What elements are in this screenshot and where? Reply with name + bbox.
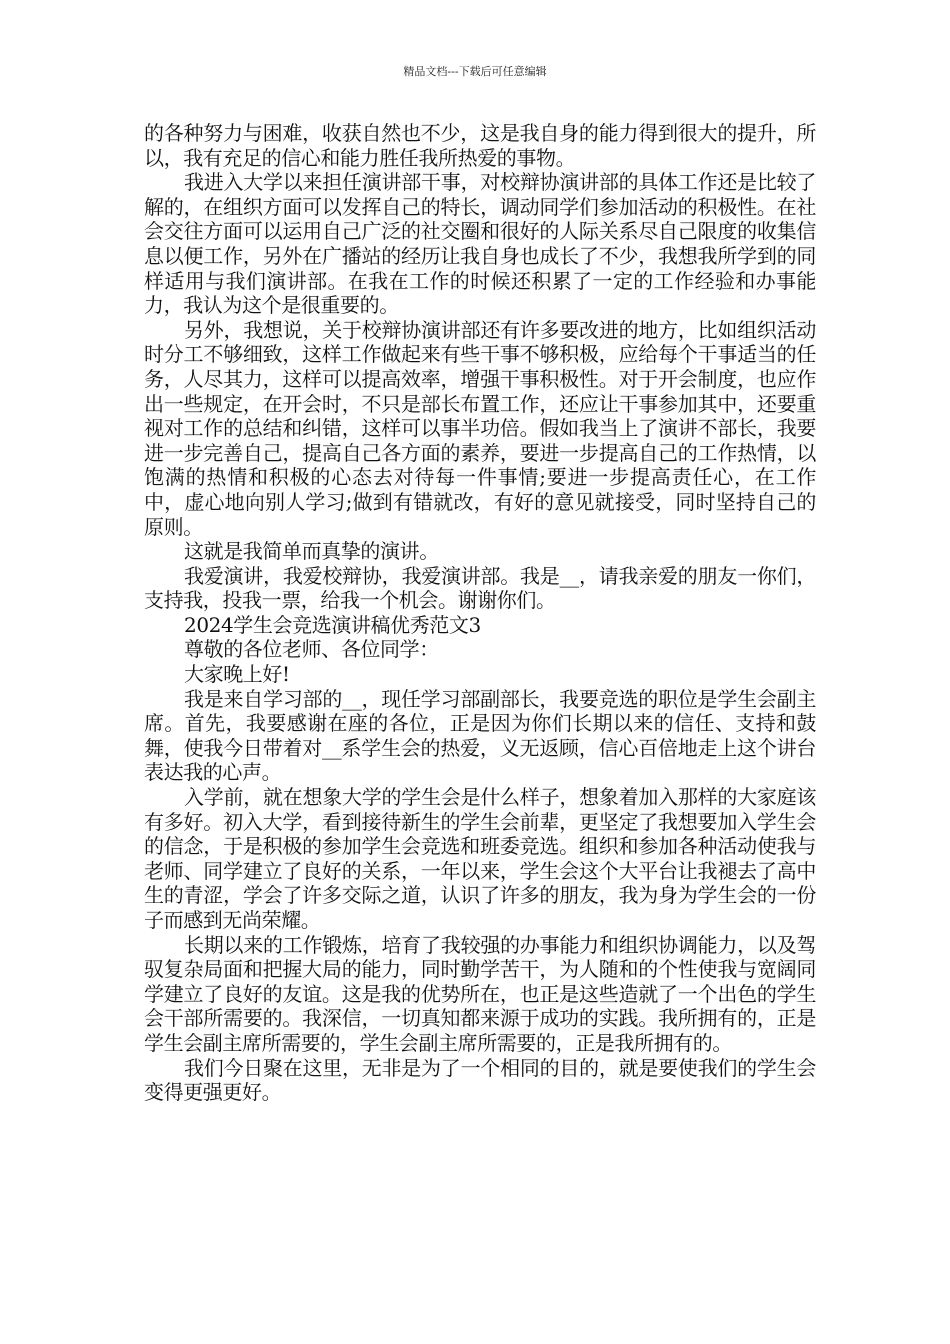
document-body — [144, 121, 816, 1105]
paragraph: 我们今日聚在这里，无非是为了一个相同的目的，就是要使我们的学生会变得更强更好。 — [144, 1055, 816, 1105]
paragraph: 我是来自学习部的__，现任学习部副部长，我要竞选的职位是学生会副主席。首先，我要感谢在座的各位，正是因为你们长期以来的信任、支持和鼓舞，使我今日带着对__系学生会的热爱，义无返顾，信心百倍地走上这个讲台表达我的心声。 — [144, 686, 816, 785]
paragraph: 我爱演讲，我爱校辩协，我爱演讲部。我是__，请我亲爱的朋友一你们，支持我，投我一票，给我一个机会。谢谢你们。 — [144, 563, 816, 613]
paragraph: 的各种努力与困难，收获自然也不少，这是我自身的能力得到很大的提升，所以，我有充足的信心和能力胜任我所热爱的事物。 — [144, 121, 816, 170]
page-header: 精品文档---下载后可任意编辑 — [403, 65, 547, 78]
section-title: 2024学生会竞选演讲稿优秀范文3 — [184, 612, 481, 637]
salutation: 尊敬的各位老师、各位同学： — [184, 637, 439, 662]
paragraph: 这就是我简单而真挚的演讲。 — [184, 539, 439, 564]
paragraph: 我进入大学以来担任演讲部干事，对校辩协演讲部的具体工作还是比较了解的，在组织方面可以发挥自己的特长，调动同学们参加活动的积极性。在社会交往方面可以运用自己广泛的社交圈和很好的人际关系尽自己限度的收集信息以便工作，另外在广播站的经历让我自身也成长了不少，我想我所学到的同样适用与我们演讲部。在我在工作的时候还积累了一定的工作经验和办事能力，我认为这个是很重要的。 — [144, 170, 816, 318]
paragraph: 长期以来的工作锻炼，培育了我较强的办事能力和组织协调能力，以及驾驭复杂局面和把握大局的能力，同时勤学苦干，为人随和的个性使我与宽阔同学建立了良好的友谊。这是我的优势所在，也正是这些造就了一个出色的学生会干部所需要的。我深信，一切真知都来源于成功的实践。我所拥有的，正是学生会副主席所需要的，学生会副主席所需要的，正是我所拥有的。 — [144, 932, 816, 1055]
paragraph: 入学前，就在想象大学的学生会是什么样子，想象着加入那样的大家庭该有多好。初入大学，看到接待新生的学生会前辈，更坚定了我想要加入学生会的信念，于是积极的参加学生会竞选和班委竞选。组织和参加各种活动使我与老师、同学建立了良好的关系，一年以来，学生会这个大平台让我褪去了高中生的青涩，学会了许多交际之道，认识了许多的朋友，我为身为学生会的一份子而感到无尚荣耀。 — [144, 785, 816, 932]
paragraph: 另外，我想说，关于校辩协演讲部还有许多要改进的地方，比如组织活动时分工不够细致，这样工作做起来有些干事不够积极，应给每个干事适当的任务，人尽其力，这样可以提高效率，增强干事积极性。对于开会制度，也应作出一些规定，在开会时，不只是部长布置工作，还应让干事参加其中，还要重视对工作的总结和纠错，这样可以事半功倍。假如我当上了演讲不部长，我要进一步完善自己，提高自己各方面的素养，要进一步提高自己的工作热情，以饱满的热情和积极的心态去对待每一件事情;要进一步提高责任心，在工作中，虚心地向别人学习;做到有错就改，有好的意见就接受，同时坚持自己的原则。 — [144, 317, 816, 539]
greeting: 大家晚上好! — [184, 662, 290, 687]
